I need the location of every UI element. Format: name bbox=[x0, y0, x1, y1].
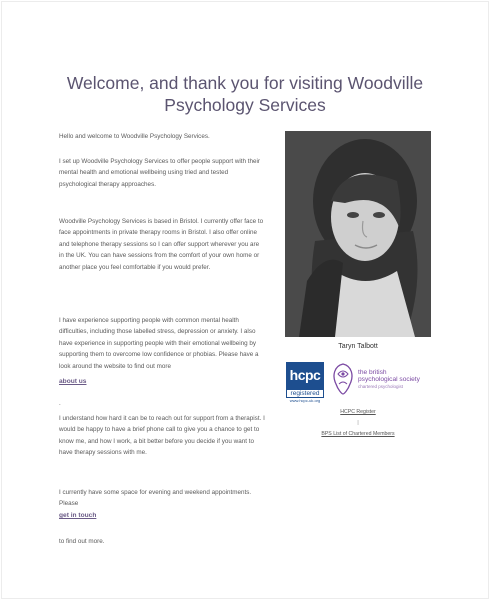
intro-paragraph-4-text: I have experience supporting people with common mental health difficulties, including those labelled stress, depression or anxiety. I also have experience in supporting people with their emotional wellbeing by supporting them to overcome low confidence or phobias. Please have a look around the website to find out more bbox=[59, 317, 259, 370]
intro-paragraph-4 bbox=[59, 315, 265, 372]
bps-line-2: psychological society bbox=[358, 376, 420, 383]
bps-crest-icon bbox=[330, 362, 356, 396]
separator-dot: . bbox=[59, 400, 61, 407]
intro-paragraph-5: I understand how hard it can be to reach out for support from a therapist. I would be happy to have a brief phone call to give you a chance to get to know me, and how I work, a bit better before you decide if you want to have therapy sessions with me. bbox=[59, 415, 265, 457]
portrait-photo bbox=[285, 131, 431, 337]
therapist-name: Taryn Talbott bbox=[338, 343, 378, 350]
bps-line-1: the british bbox=[358, 369, 387, 376]
intro-paragraph-1: Hello and welcome to Woodville Psychology Services. bbox=[59, 133, 210, 140]
hcpc-logo bbox=[286, 362, 324, 404]
about-us-row bbox=[59, 376, 265, 387]
link-separator: | bbox=[357, 420, 359, 426]
bps-logo bbox=[330, 362, 434, 398]
hcpc-registered-text: registered bbox=[286, 390, 324, 398]
contact-row bbox=[59, 510, 265, 521]
page-title: Welcome, and thank you for visiting Woodville Psychology Services bbox=[66, 73, 424, 115]
intro-paragraph-7: to find out more. bbox=[59, 538, 105, 545]
hcpc-url-text: www.hcpc-uk.org bbox=[289, 398, 321, 403]
intro-paragraph-3: Woodville Psychology Services is based in Bristol. I currently offer face to face appointments in private therapy rooms in Bristol. I also offer online and telephone therapy sessions so I can offer support wherever you are in the UK. You can have sessions from the comfort of your own home or another place you feel comfortable if you would prefer. bbox=[59, 218, 264, 271]
intro-paragraph-2: I set up Woodville Psychology Services to offer people support with their mental health and emotional wellbeing using tried and tested psychological therapy approaches. bbox=[59, 158, 261, 188]
about-us-link[interactable]: about us bbox=[59, 378, 87, 385]
bps-line-3: chartered psychologist bbox=[358, 384, 404, 389]
get-in-touch-link[interactable]: get in touch bbox=[59, 512, 97, 519]
bps-list-link[interactable]: BPS List of Chartered Members bbox=[321, 431, 395, 437]
bps-text bbox=[358, 369, 436, 390]
hcpc-logo-text: hcpc bbox=[286, 362, 324, 390]
intro-paragraph-6: I currently have some space for evening and weekend appointments. Please bbox=[59, 489, 252, 508]
hcpc-register-link[interactable]: HCPC Register bbox=[340, 409, 376, 415]
